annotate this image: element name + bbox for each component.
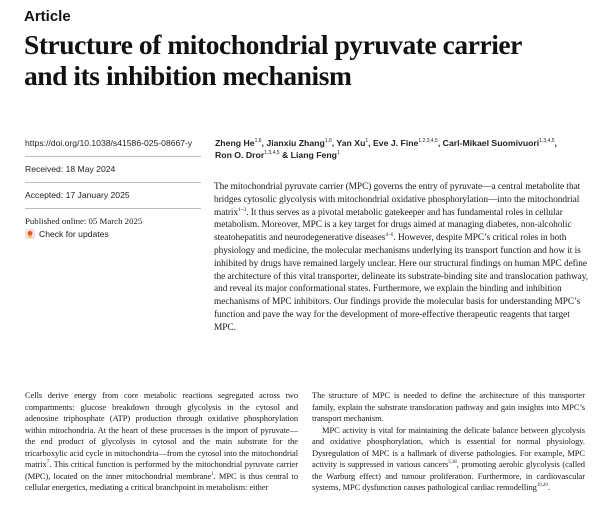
- accepted-date: Accepted: 17 January 2025: [25, 190, 130, 200]
- author-affiliation: 1,6: [324, 138, 332, 145]
- citation[interactable]: 1–3: [238, 206, 247, 213]
- citation[interactable]: 19,20: [536, 483, 548, 489]
- author-separator: ,: [554, 138, 557, 148]
- article-title-line-2: and its inhibition mechanism: [24, 60, 352, 91]
- abstract: [214, 181, 590, 335]
- divider: [25, 208, 201, 209]
- body-text: . This critical function is performed by the mitochondrial pyruvate carrier (MPC), located on the inner mitochondrial membrane: [25, 459, 298, 481]
- body-text: .: [547, 482, 550, 493]
- author-separator: ,: [331, 138, 337, 148]
- citation[interactable]: 5,18: [448, 460, 457, 466]
- author-affiliation: 1: [336, 150, 340, 157]
- author-name[interactable]: Liang Feng: [290, 150, 337, 160]
- article-title: [24, 29, 584, 91]
- citation[interactable]: 1: [211, 472, 214, 478]
- check-updates-label: Check for updates: [39, 229, 109, 239]
- author-affiliation: 1,6: [254, 138, 262, 145]
- article-metadata: [25, 138, 201, 239]
- check-for-updates-button[interactable]: [25, 229, 201, 239]
- check-updates-icon: [25, 229, 35, 239]
- abstract-paragraph: [214, 181, 590, 335]
- author-name[interactable]: Zheng He: [215, 138, 255, 148]
- article-title-line-1: Structure of mitochondrial pyruvate carrier: [24, 29, 522, 60]
- author-affiliation: 1: [365, 138, 369, 145]
- published-date: Published online: 05 March 2025: [25, 216, 143, 226]
- body-text: MPC activity is vital for maintaining the delicate balance between glycolysis and oxidative phosphorylation, which is essential for normal physiology. Dysregulation of MPC is a hallmark of diverse pathologies. For example, MPC activity is suppressed in various cancers: [312, 424, 585, 470]
- body-paragraph: [312, 425, 585, 494]
- body-column-right: [312, 390, 585, 494]
- author-name[interactable]: Jianxiu Zhang: [266, 138, 325, 148]
- author-list: [215, 137, 585, 161]
- citation[interactable]: 4–6: [385, 232, 394, 239]
- body-text: , promoting aerobic glycolysis (called the Warburg effect) and tumour proliferation. Furthermore, in cardiovascular systems, MPC dysfunction causes pathological cardiac remodelling: [312, 459, 585, 493]
- author-affiliation: 1,2,3,4,5: [418, 138, 438, 145]
- article-type-label: Article: [24, 8, 71, 25]
- author-separator: ,: [437, 138, 443, 148]
- body-paragraph: The structure of MPC is needed to define the architecture of this transporter family, explain the substrate translocation pathway and gain insights into MPC’s transport mechanism.: [312, 390, 585, 424]
- body-column-left: [25, 390, 298, 494]
- abstract-text: The mitochondrial pyruvate carrier (MPC) governs the entry of pyruvate—a central metabolite that bridges cytosolic glycolysis with mitochondrial oxidative phosphorylation—into the mitochondrial matrix: [214, 182, 581, 218]
- received-date: Received: 18 May 2024: [25, 164, 116, 174]
- author-separator: ,: [261, 138, 267, 148]
- citation[interactable]: 7: [46, 460, 50, 466]
- abstract-text: . It thus serves as a pivotal metabolic gatekeeper and has fundamental roles in cellular metabolism. Moreover, MPC is a key target for drugs aimed at managing diabetes, non-alcoholic steatohepatitis and neurodegenerative diseases: [214, 207, 572, 244]
- author-name[interactable]: Eve J. Fine: [372, 138, 419, 148]
- author-name[interactable]: Carl-Mikael Suomivuori: [442, 138, 540, 148]
- author-separator: ,: [368, 138, 373, 148]
- author-affiliation: 1,3,4,5: [539, 138, 555, 145]
- author-name[interactable]: Ron O. Dror: [215, 150, 265, 160]
- body-paragraph: [25, 390, 298, 494]
- author-name[interactable]: Yan Xu: [336, 138, 366, 148]
- author-affiliation: 1,3,4,5: [264, 150, 280, 157]
- doi-link[interactable]: https://doi.org/10.1038/s41586-025-08667-y: [25, 138, 193, 148]
- divider: [25, 156, 201, 157]
- divider: [25, 182, 201, 183]
- body-text: Cells derive energy from core metabolic reactions segregated across two compartments: glucose breakdown through glycolysis in the cytosol and adenosine triphosphate (ATP) production through oxidative phosphorylation within mitochondria. At the heart of these processes is the import of pyruvate—the end product of glycolysis in cytosol and the main substrate for the tricarboxylic acid cycle in mitochondria—from the cytosol into the mitochondrial matrix: [25, 390, 298, 470]
- author-separator: &: [279, 150, 291, 160]
- body-text: . MPC is thus central to cellular energetics, mediating a critical branchpoint in metabolism: either: [25, 470, 298, 493]
- abstract-text: . However, despite MPC’s critical roles in both physiology and medicine, the molecular mechanisms underlying its transport function and how it is inhibited by drugs have remained largely unclear. Here our structural findings on human MPC define the architecture of this vital transporter, delineate its substrate-binding site and translocation pathway, and reveal its major conformational states. Furthermore, we explain the binding and inhibition mechanisms of MPC inhibitors. Our findings provide the molecular basis for understanding MPC’s function and pave the way for the development of more-effective therapeutic reagents that target MPC.: [214, 233, 589, 333]
